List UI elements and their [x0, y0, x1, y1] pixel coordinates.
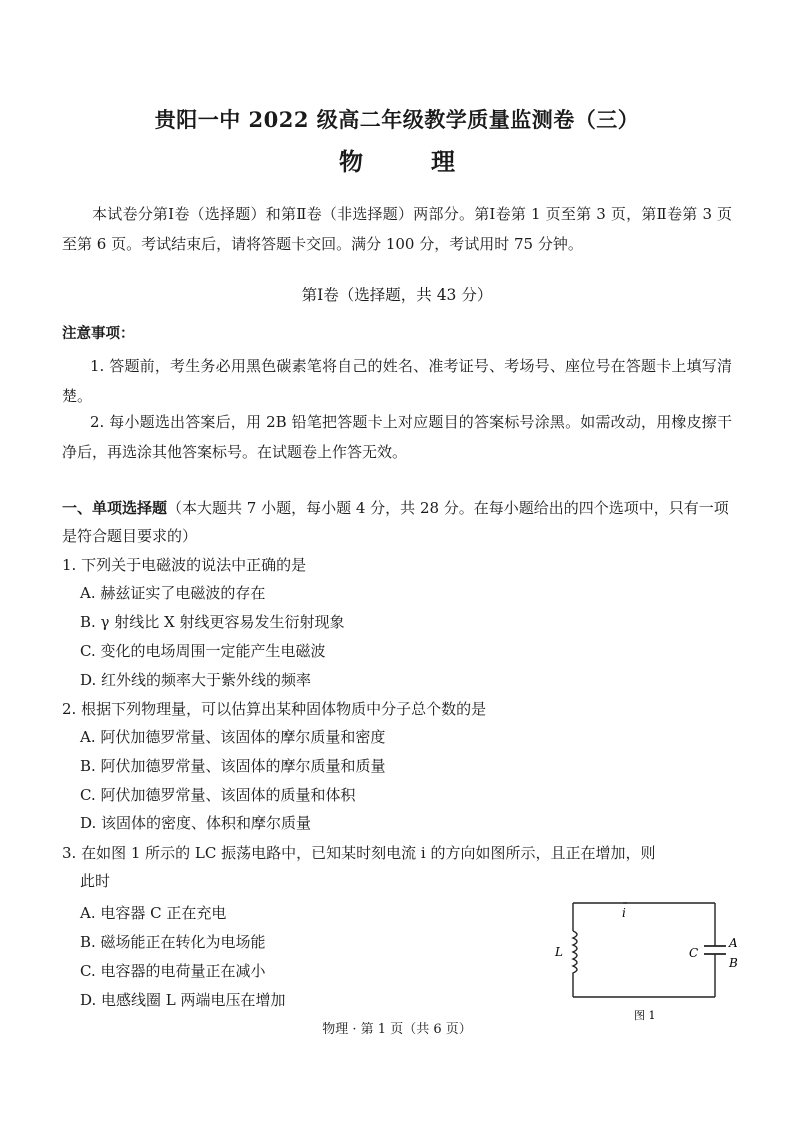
- question-1-option-c: C. 变化的电场周围一定能产生电磁波: [80, 642, 326, 660]
- question-1-option-d: D. 红外线的频率大于紫外线的频率: [80, 671, 312, 689]
- current-label: i: [622, 906, 626, 920]
- subject-title: 物 理: [339, 147, 477, 176]
- question-1-option-a: A. 赫兹证实了电磁波的存在: [80, 584, 266, 602]
- question-2-option-c: C. 阿伏加德罗常量、该固体的质量和体积: [80, 786, 356, 804]
- intro-paragraph: 本试卷分第Ⅰ卷（选择题）和第Ⅱ卷（非选择题）两部分。第Ⅰ卷第 1 页至第 3 页，第Ⅱ卷第 3 页至第 6 页。考试结束后，请将答题卡交回。满分 100 分，考试用时 75 分钟。: [62, 205, 732, 253]
- lc-circuit-figure: [545, 895, 745, 1025]
- question-2-option-a: A. 阿伏加德罗常量、该固体的摩尔质量和密度: [80, 728, 386, 746]
- question-3-option-d: D. 电感线圈 L 两端电压在增加: [80, 991, 286, 1009]
- part-heading: [62, 494, 742, 550]
- section-title: 第Ⅰ卷（选择题，共 43 分）: [301, 286, 493, 304]
- question-1-stem: 1. 下列关于电磁波的说法中正确的是: [62, 556, 307, 574]
- question-1-option-b: B. γ 射线比 X 射线更容易发生衍射现象: [80, 613, 345, 631]
- part-description: （本大题共 7 小题，每小题 4 分，共 28 分。在每小题给出的四个选项中，只有一项是符合题目要求的）: [62, 499, 729, 545]
- plate-b-label: B: [729, 956, 738, 970]
- question-2-option-d: D. 该固体的密度、体积和摩尔质量: [80, 814, 312, 832]
- exam-title: 贵阳一中 2022 级高二年级教学质量监测卷（三）: [154, 107, 640, 132]
- question-3-option-b: B. 磁场能正在转化为电场能: [80, 933, 266, 951]
- question-3-option-a: A. 电容器 C 正在充电: [80, 904, 227, 922]
- inductor-coil: [573, 931, 577, 975]
- question-3-stem-line-1: 3. 在如图 1 所示的 LC 振荡电路中，已知某时刻电流 i 的方向如图所示，且正在增加，则: [62, 844, 656, 862]
- notice-item-2: 2. 每小题选出答案后，用 2B 铅笔把答题卡上对应题目的答案标号涂黑。如需改动，用橡皮擦干净后，再选涂其他答案标号。在试题卷上作答无效。: [62, 413, 732, 461]
- notice-heading: 注意事项：: [62, 326, 135, 342]
- question-2-stem: 2. 根据下列物理量，可以估算出某种固体物质中分子总个数的是: [62, 700, 487, 718]
- question-2-option-b: B. 阿伏加德罗常量、该固体的摩尔质量和质量: [80, 757, 386, 775]
- figure-caption: 图 1: [634, 1009, 656, 1022]
- question-3-stem-line-2: 此时: [80, 872, 111, 890]
- part-label: 一、单项选择题: [62, 499, 168, 517]
- inductor-label: L: [555, 945, 563, 959]
- plate-a-label: A: [729, 936, 738, 950]
- question-3-option-c: C. 电容器的电荷量正在减小: [80, 962, 266, 980]
- page-footer: 物理 · 第 1 页（共 6 页）: [322, 1022, 472, 1037]
- capacitor-label: C: [689, 946, 699, 960]
- notice-item-1: 1. 答题前，考生务必用黑色碳素笔将自己的姓名、准考证号、考场号、座位号在答题卡上填写清楚。: [62, 357, 732, 405]
